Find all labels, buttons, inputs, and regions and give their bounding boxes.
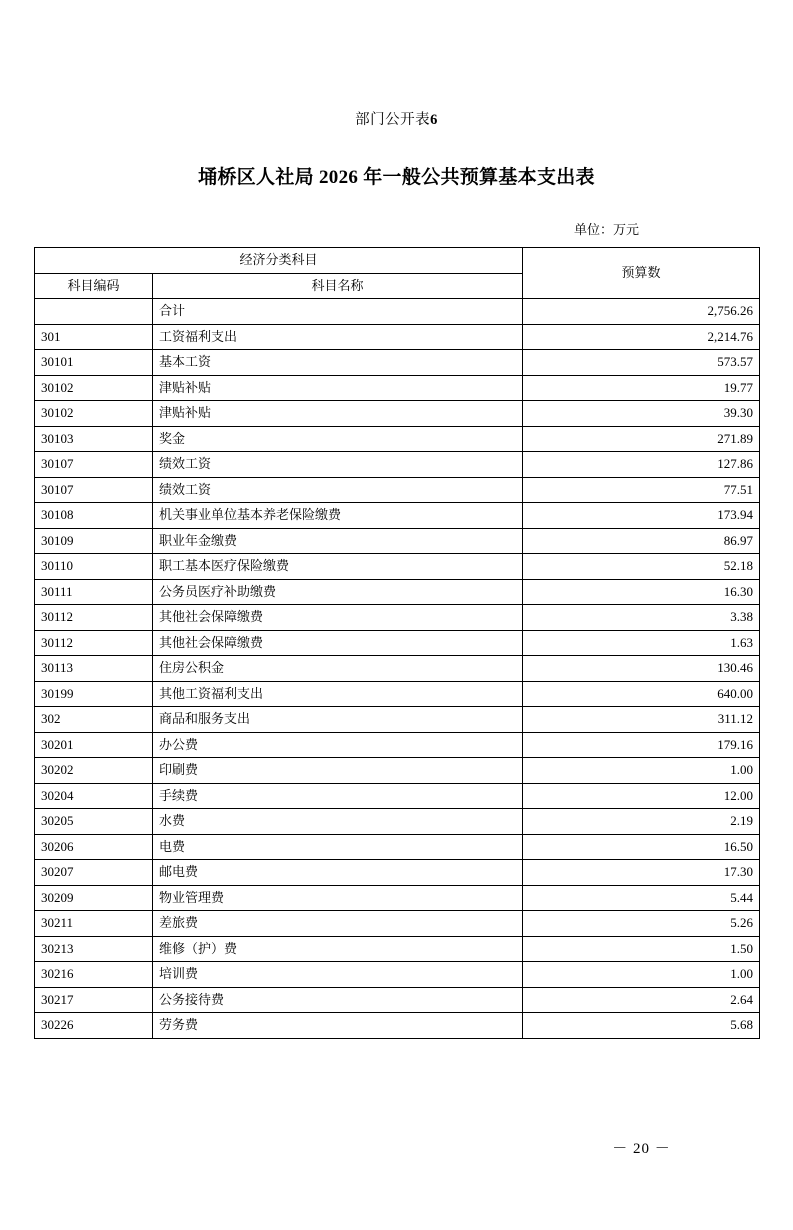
- cell-subject-code: 30209: [35, 885, 153, 911]
- cell-budget-amount: 179.16: [523, 732, 760, 758]
- table-row: [35, 299, 760, 325]
- table-row: [35, 834, 760, 860]
- cell-budget-amount: 17.30: [523, 860, 760, 886]
- cell-budget-amount: 12.00: [523, 783, 760, 809]
- public-table-label-text: 部门公开表: [355, 112, 431, 128]
- cell-subject-name: 津贴补贴: [153, 401, 523, 427]
- cell-subject-code: 30107: [35, 452, 153, 478]
- cell-subject-code: 30101: [35, 350, 153, 376]
- cell-budget-amount: 19.77: [523, 375, 760, 401]
- cell-subject-name: 手续费: [153, 783, 523, 809]
- cell-subject-code: 30217: [35, 987, 153, 1013]
- cell-budget-amount: 2.64: [523, 987, 760, 1013]
- cell-subject-name: 印刷费: [153, 758, 523, 784]
- cell-budget-amount: 127.86: [523, 452, 760, 478]
- page-number: － 20 －: [612, 1141, 671, 1157]
- cell-subject-code: 30206: [35, 834, 153, 860]
- table-row: [35, 401, 760, 427]
- cell-subject-code: 30111: [35, 579, 153, 605]
- budget-table: [34, 247, 760, 1039]
- public-table-number: 6: [430, 112, 438, 128]
- public-table-label: [34, 108, 759, 129]
- table-row: [35, 554, 760, 580]
- cell-subject-name: 基本工资: [153, 350, 523, 376]
- cell-subject-name: 其他工资福利支出: [153, 681, 523, 707]
- cell-subject-code: 30204: [35, 783, 153, 809]
- table-row: [35, 350, 760, 376]
- cell-budget-amount: 16.50: [523, 834, 760, 860]
- document-page: [0, 108, 793, 1230]
- cell-subject-name: 公务员医疗补助缴费: [153, 579, 523, 605]
- table-row: [35, 452, 760, 478]
- cell-budget-amount: 271.89: [523, 426, 760, 452]
- cell-subject-code: 30112: [35, 605, 153, 631]
- cell-budget-amount: 2.19: [523, 809, 760, 835]
- cell-budget-amount: 1.00: [523, 758, 760, 784]
- cell-subject-code: 30205: [35, 809, 153, 835]
- cell-subject-code: 30213: [35, 936, 153, 962]
- cell-budget-amount: 311.12: [523, 707, 760, 733]
- table-row: [35, 1013, 760, 1039]
- cell-subject-name: 其他社会保障缴费: [153, 630, 523, 656]
- table-row: [35, 426, 760, 452]
- cell-subject-code: [35, 299, 153, 325]
- header-subject-name: 科目名称: [153, 273, 523, 299]
- cell-subject-name: 邮电费: [153, 860, 523, 886]
- cell-budget-amount: 5.68: [523, 1013, 760, 1039]
- table-row: [35, 375, 760, 401]
- table-header: [35, 248, 760, 299]
- cell-budget-amount: 573.57: [523, 350, 760, 376]
- cell-subject-name: 劳务费: [153, 1013, 523, 1039]
- cell-subject-code: 30109: [35, 528, 153, 554]
- cell-budget-amount: 5.26: [523, 911, 760, 937]
- cell-budget-amount: 3.38: [523, 605, 760, 631]
- cell-subject-name: 工资福利支出: [153, 324, 523, 350]
- cell-subject-code: 301: [35, 324, 153, 350]
- cell-budget-amount: 640.00: [523, 681, 760, 707]
- cell-subject-code: 30110: [35, 554, 153, 580]
- table-row: [35, 911, 760, 937]
- cell-subject-name: 机关事业单位基本养老保险缴费: [153, 503, 523, 529]
- cell-subject-name: 职工基本医疗保险缴费: [153, 554, 523, 580]
- table-row: [35, 962, 760, 988]
- cell-budget-amount: 130.46: [523, 656, 760, 682]
- cell-subject-code: 30199: [35, 681, 153, 707]
- cell-subject-code: 30112: [35, 630, 153, 656]
- cell-budget-amount: 1.63: [523, 630, 760, 656]
- cell-subject-name: 培训费: [153, 962, 523, 988]
- cell-subject-name: 其他社会保障缴费: [153, 605, 523, 631]
- header-budget-amount: 预算数: [523, 248, 760, 299]
- cell-budget-amount: 39.30: [523, 401, 760, 427]
- table-row: [35, 809, 760, 835]
- cell-subject-name: 住房公积金: [153, 656, 523, 682]
- cell-subject-code: 30202: [35, 758, 153, 784]
- cell-subject-name: 津贴补贴: [153, 375, 523, 401]
- table-header-row-group: [35, 248, 760, 274]
- cell-subject-name: 公务接待费: [153, 987, 523, 1013]
- table-row: [35, 605, 760, 631]
- cell-subject-code: 30102: [35, 401, 153, 427]
- cell-subject-name: 维修（护）费: [153, 936, 523, 962]
- table-row: [35, 758, 760, 784]
- table-row: [35, 783, 760, 809]
- cell-subject-name: 绩效工资: [153, 477, 523, 503]
- cell-subject-name: 职业年金缴费: [153, 528, 523, 554]
- cell-subject-code: 30103: [35, 426, 153, 452]
- table-row: [35, 579, 760, 605]
- cell-subject-name: 绩效工资: [153, 452, 523, 478]
- page-title: 埇桥区人社局 2026 年一般公共预算基本支出表: [198, 167, 595, 188]
- cell-subject-name: 物业管理费: [153, 885, 523, 911]
- table-row: [35, 656, 760, 682]
- cell-subject-name: 电费: [153, 834, 523, 860]
- cell-subject-code: 30207: [35, 860, 153, 886]
- table-row: [35, 707, 760, 733]
- table-row: [35, 630, 760, 656]
- cell-budget-amount: 77.51: [523, 477, 760, 503]
- cell-subject-code: 30113: [35, 656, 153, 682]
- cell-subject-name: 奖金: [153, 426, 523, 452]
- cell-subject-name: 差旅费: [153, 911, 523, 937]
- cell-budget-amount: 16.30: [523, 579, 760, 605]
- cell-subject-code: 30201: [35, 732, 153, 758]
- cell-subject-name: 办公费: [153, 732, 523, 758]
- cell-subject-code: 30211: [35, 911, 153, 937]
- cell-subject-name: 水费: [153, 809, 523, 835]
- cell-budget-amount: 86.97: [523, 528, 760, 554]
- cell-subject-code: 30102: [35, 375, 153, 401]
- cell-subject-name: 合计: [153, 299, 523, 325]
- table-body: [35, 299, 760, 1039]
- table-row: [35, 528, 760, 554]
- table-row: [35, 477, 760, 503]
- cell-budget-amount: 2,214.76: [523, 324, 760, 350]
- header-economic-classification: 经济分类科目: [35, 248, 523, 274]
- cell-budget-amount: 2,756.26: [523, 299, 760, 325]
- table-row: [35, 732, 760, 758]
- cell-subject-code: 30226: [35, 1013, 153, 1039]
- table-row: [35, 860, 760, 886]
- cell-subject-code: 302: [35, 707, 153, 733]
- table-row: [35, 885, 760, 911]
- cell-budget-amount: 1.00: [523, 962, 760, 988]
- header-subject-code: 科目编码: [35, 273, 153, 299]
- table-row: [35, 503, 760, 529]
- cell-subject-code: 30108: [35, 503, 153, 529]
- table-row: [35, 987, 760, 1013]
- cell-subject-code: 30107: [35, 477, 153, 503]
- table-row: [35, 681, 760, 707]
- cell-budget-amount: 173.94: [523, 503, 760, 529]
- unit-note: 单位：万元: [573, 222, 639, 237]
- cell-budget-amount: 5.44: [523, 885, 760, 911]
- table-row: [35, 324, 760, 350]
- cell-subject-name: 商品和服务支出: [153, 707, 523, 733]
- cell-budget-amount: 52.18: [523, 554, 760, 580]
- cell-subject-code: 30216: [35, 962, 153, 988]
- cell-budget-amount: 1.50: [523, 936, 760, 962]
- table-row: [35, 936, 760, 962]
